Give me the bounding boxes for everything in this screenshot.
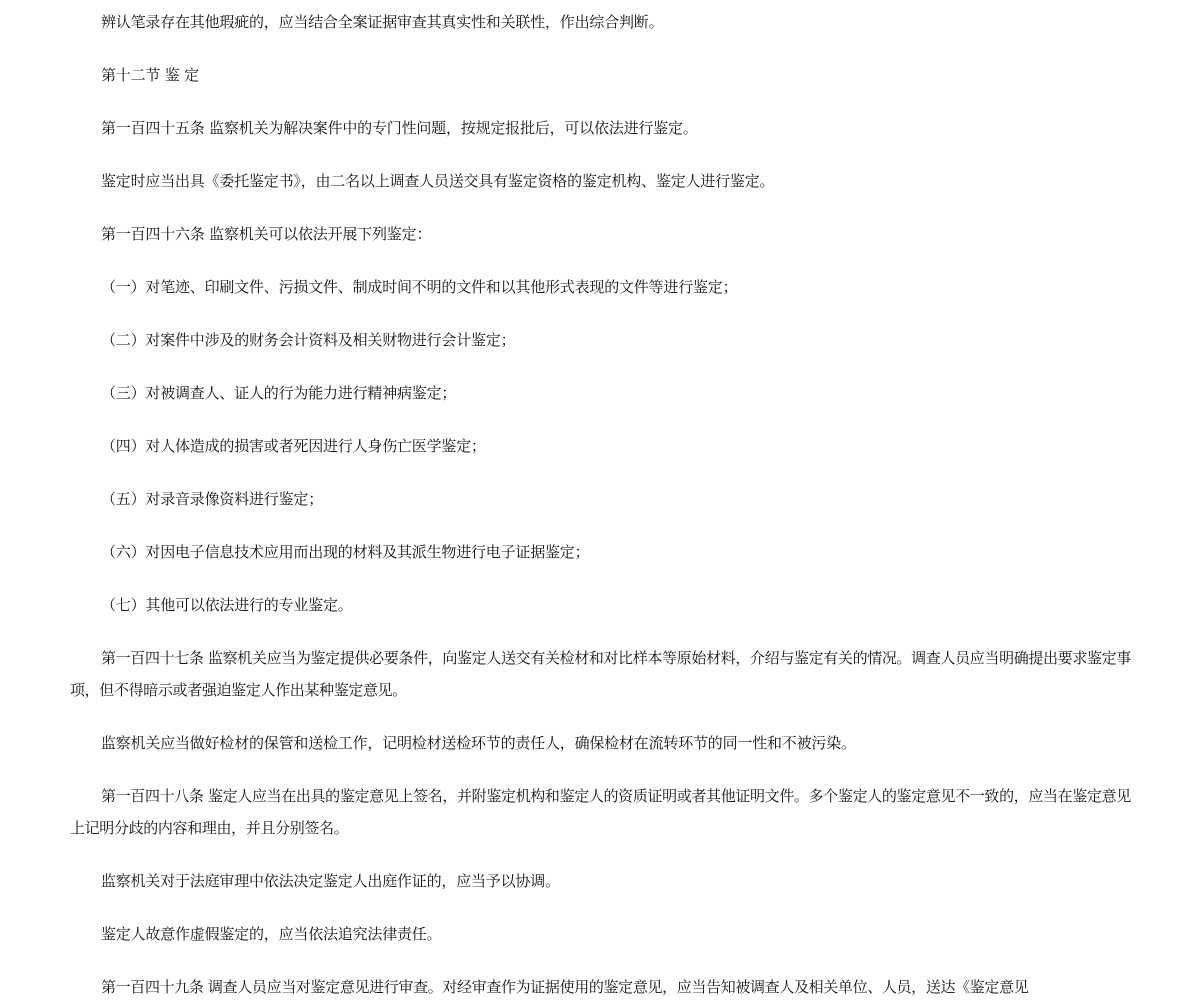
list-item: （二）对案件中涉及的财务会计资料及相关财物进行会计鉴定； bbox=[101, 331, 516, 349]
list-item: （七）其他可以依法进行的专业鉴定。 bbox=[101, 596, 353, 614]
paragraph: 监察机关应当做好检材的保管和送检工作，记明检材送检环节的责任人，确保检材在流转环节的同一性和不被污染。 bbox=[101, 734, 856, 752]
section-heading: 第十二节 鉴 定 bbox=[101, 66, 199, 84]
list-item: （六）对因电子信息技术应用而出现的材料及其派生物进行电子证据鉴定； bbox=[101, 543, 590, 561]
list-item: （一）对笔迹、印刷文件、污损文件、制成时间不明的文件和以其他形式表现的文件等进行鉴定； bbox=[101, 278, 738, 296]
list-item: （五）对录音录像资料进行鉴定； bbox=[101, 490, 324, 508]
list-item: （四）对人体造成的损害或者死因进行人身伤亡医学鉴定； bbox=[101, 437, 486, 455]
paragraph: 监察机关对于法庭审理中依法决定鉴定人出庭作证的，应当予以协调。 bbox=[101, 872, 560, 890]
paragraph: 鉴定人故意作虚假鉴定的，应当依法追究法律责任。 bbox=[101, 925, 442, 943]
article-paragraph: 第一百四十九条 调查人员应当对鉴定意见进行审查。对经审查作为证据使用的鉴定意见，应当告知被调查人及相关单位、人员，送达《鉴定意见 bbox=[101, 978, 1029, 996]
list-item: （三）对被调查人、证人的行为能力进行精神病鉴定； bbox=[101, 384, 457, 402]
article-paragraph: 第一百四十五条 监察机关为解决案件中的专门性问题，按规定报批后，可以依法进行鉴定。 bbox=[101, 119, 698, 137]
paragraph: 辨认笔录存在其他瑕疵的，应当结合全案证据审查其真实性和关联性，作出综合判断。 bbox=[101, 13, 664, 31]
paragraph: 鉴定时应当出具《委托鉴定书》，由二名以上调查人员送交具有鉴定资格的鉴定机构、鉴定人进行鉴定。 bbox=[101, 172, 775, 190]
article-paragraph: 第一百四十六条 监察机关可以依法开展下列鉴定： bbox=[101, 225, 432, 243]
article-paragraph: 第一百四十七条 监察机关应当为鉴定提供必要条件，向鉴定人送交有关检材和对比样本等原始材料，介绍与鉴定有关的情况。调查人员应当明确提出要求鉴定事项，但不得暗示或者强迫鉴定人作出某种鉴定意见。 bbox=[70, 649, 1131, 699]
article-paragraph: 第一百四十八条 鉴定人应当在出具的鉴定意见上签名，并附鉴定机构和鉴定人的资质证明或者其他证明文件。多个鉴定人的鉴定意见不一致的，应当在鉴定意见上记明分歧的内容和理由，并且分别签名。 bbox=[70, 787, 1131, 837]
